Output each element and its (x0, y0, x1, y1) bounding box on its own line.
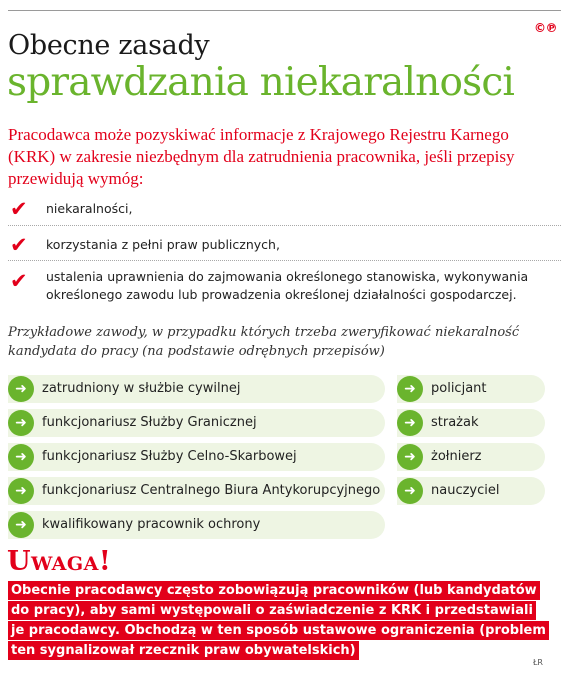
profession-item (8, 477, 385, 505)
checkmark-icon: ✔ (10, 197, 28, 221)
profession-item (8, 443, 385, 471)
requirement-item (8, 198, 561, 220)
copyright-logo: ©℗ (534, 21, 557, 35)
warning-line: ten sygnalizował rzecznik praw obywatelskich) (8, 641, 359, 660)
arrow-right-icon: ➜ (8, 444, 34, 470)
arrow-right-icon: ➜ (397, 376, 423, 402)
warning-heading: Uwaga! (7, 546, 112, 577)
examples-intro: Przykładowe zawody, w przypadku których trzeba zweryfikować niekaralność kandydata do pracy (na podstawie odrębnych przepisów) (8, 325, 520, 359)
requirement-text: niekaralności, (46, 201, 133, 216)
profession-label: nauczyciel (431, 483, 500, 498)
requirement-text: ustalenia uprawnienia do zajmowania określonego stanowiska, wykonywania określonego zawodu lub prowadzenia określonej działalności gospodarczej. (46, 269, 529, 302)
warning-box (8, 581, 556, 661)
warning-line: je pracodawcy. Obchodzą w ten sposób ustawowe ograniczenia (problem (8, 621, 549, 640)
arrow-right-icon: ➜ (397, 444, 423, 470)
checkmark-icon: ✔ (10, 233, 28, 257)
intro-paragraph: Pracodawca może pozyskiwać informacje z Krajowego Rejestru Karnego (KRK) w zakresie niezbędnym dla zatrudnienia pracownika, jeśli przepisy przewidują wymóg: (8, 125, 515, 188)
profession-label: strażak (431, 415, 479, 430)
profession-label: kwalifikowany pracownik ochrony (42, 517, 261, 532)
divider (8, 260, 561, 261)
profession-item (397, 375, 545, 403)
top-rule (8, 10, 561, 11)
profession-item (397, 409, 545, 437)
checkmark-icon: ✔ (10, 269, 28, 293)
arrow-right-icon: ➜ (397, 478, 423, 504)
profession-label: zatrudniony w służbie cywilnej (42, 381, 241, 396)
profession-label: żołnierz (431, 449, 482, 464)
title-line-2: sprawdzania niekaralności (7, 60, 515, 105)
arrow-right-icon: ➜ (8, 512, 34, 538)
profession-item (8, 511, 385, 539)
title-line-1: Obecne zasady (8, 30, 210, 61)
profession-label: funkcjonariusz Centralnego Biura Antykorupcyjnego (42, 483, 381, 498)
arrow-right-icon: ➜ (397, 410, 423, 436)
profession-label: funkcjonariusz Służby Celno-Skarbowej (42, 449, 297, 464)
author-credit: ŁR (532, 658, 543, 667)
warning-line: Obecnie pracodawcy często zobowiązują pracowników (lub kandydatów (8, 581, 540, 600)
profession-item (397, 443, 545, 471)
divider (8, 225, 561, 226)
profession-item (8, 409, 385, 437)
profession-label: policjant (431, 381, 487, 396)
profession-label: funkcjonariusz Służby Granicznej (42, 415, 257, 430)
arrow-right-icon: ➜ (8, 410, 34, 436)
arrow-right-icon: ➜ (8, 478, 34, 504)
requirement-item (8, 234, 561, 256)
profession-item (8, 375, 385, 403)
warning-line: do pracy), aby sami występowali o zaświadczenie z KRK i przedstawiali (8, 601, 536, 620)
requirement-item (8, 268, 561, 308)
arrow-right-icon: ➜ (8, 376, 34, 402)
requirement-text: korzystania z pełni praw publicznych, (46, 237, 280, 252)
profession-item (397, 477, 545, 505)
